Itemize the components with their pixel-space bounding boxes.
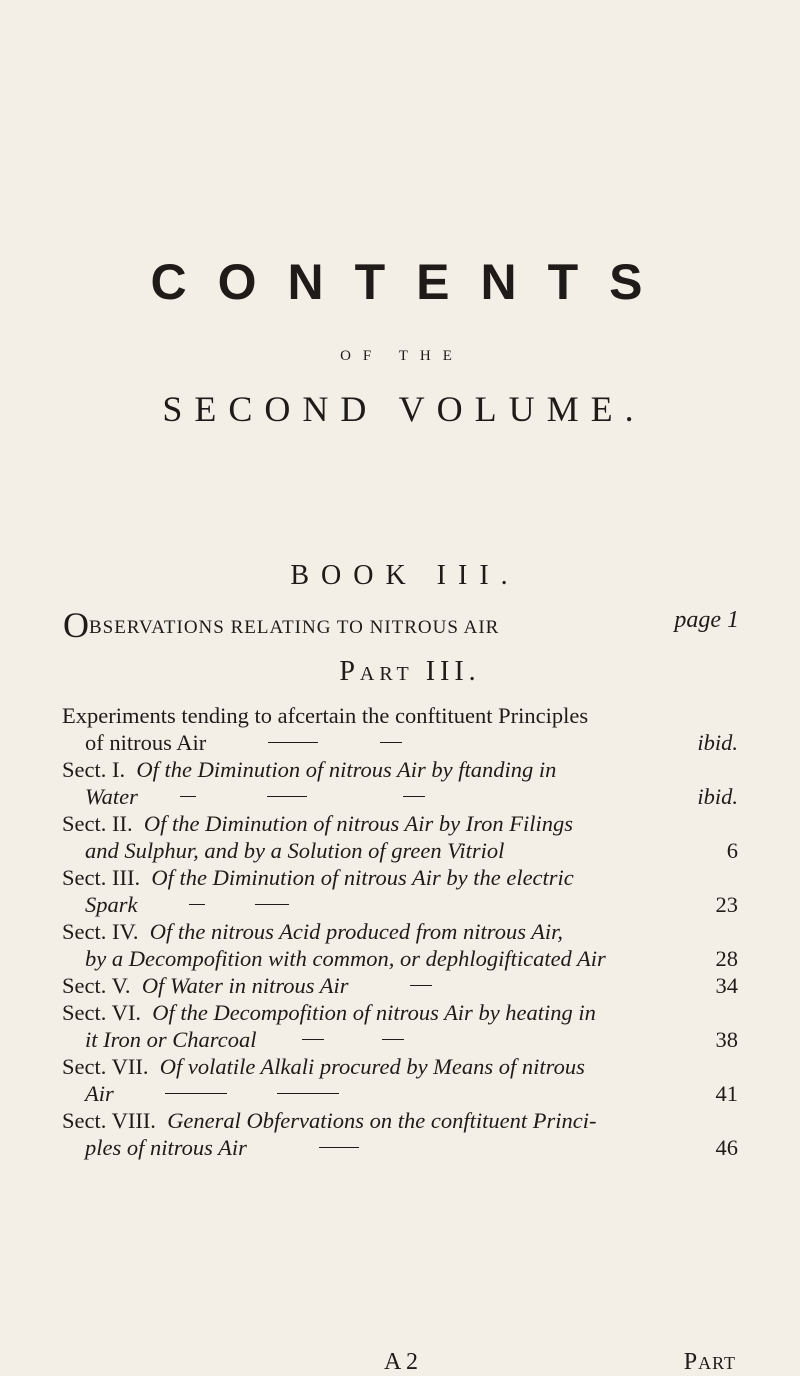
volume-title: SECOND VOLUME. (162, 389, 646, 429)
toc-line (62, 891, 738, 918)
entry-label: Sect. VIII. (62, 1108, 156, 1133)
catchword (684, 1349, 736, 1376)
toc-line (62, 918, 738, 945)
leader-dash (268, 742, 318, 744)
entry-page: 23 (715, 892, 738, 917)
toc-line (62, 1080, 738, 1107)
observations-heading (63, 607, 739, 643)
toc-entry-sect-5 (62, 972, 738, 999)
toc-entry-sect-1 (62, 756, 738, 810)
entry-title: Of the Diminution of nitrous Air by ftanding in (136, 757, 557, 782)
entry-title: and Sulphur, and by a Solution of green Vitriol (85, 838, 505, 863)
entry-title: Of Water in nitrous Air (141, 973, 349, 998)
entry-label: Sect. VII. (62, 1054, 149, 1079)
toc-line (62, 864, 738, 891)
observations-initial: O (63, 605, 89, 645)
toc-entry-sect-6 (62, 999, 738, 1053)
toc-entry-intro (62, 702, 738, 756)
leader-dash (410, 985, 432, 987)
observations-page-ref: page 1 (674, 607, 739, 633)
observations-text: BSERVATIONS RELATING TO NITROUS AIR (89, 617, 500, 638)
part-heading (0, 656, 800, 688)
entry-title: Of the Diminution of nitrous Air by Iron Filings (143, 811, 574, 836)
entry-title: it Iron or Charcoal (85, 1027, 257, 1052)
toc-line (62, 945, 738, 972)
leader-dash (277, 1093, 339, 1095)
leader-dash (267, 796, 307, 798)
toc-line (62, 837, 738, 864)
leader-dash (165, 1093, 227, 1095)
signature-mark: A 2 (384, 1349, 419, 1375)
entry-text: of nitrous Air (85, 730, 207, 755)
entry-title: Spark (85, 892, 138, 917)
entry-title: ples of nitrous Air (85, 1135, 247, 1160)
catchword-rest: ART (698, 1353, 736, 1373)
entry-label: Sect. VI. (62, 1000, 141, 1025)
entry-title: Water (85, 784, 138, 809)
leader-dash (255, 904, 289, 906)
leader-dash (302, 1039, 324, 1041)
leader-dash (189, 904, 205, 906)
entry-page: 38 (715, 1027, 738, 1052)
entry-title: Of the Diminution of nitrous Air by the electric (151, 865, 574, 890)
toc-line (62, 702, 738, 729)
toc-entry-sect-2 (62, 810, 738, 864)
leader-dash (403, 796, 425, 798)
entry-title: by a Decompofition with common, or dephlogifticated Air (85, 946, 606, 971)
toc-line (62, 999, 738, 1026)
toc-line (62, 783, 738, 810)
entry-page: ibid. (697, 730, 738, 755)
leader-dash (382, 1039, 404, 1041)
toc-entry-sect-4 (62, 918, 738, 972)
toc-entry-sect-3 (62, 864, 738, 918)
catchword-initial: P (683, 1349, 699, 1375)
entry-title: Of volatile Alkali procured by Means of nitrous (159, 1054, 585, 1079)
of-the-subtitle: OF THE (340, 348, 464, 364)
toc-entry-sect-8 (62, 1107, 738, 1161)
entry-label: Sect. IV. (62, 919, 139, 944)
entry-page: 41 (715, 1081, 738, 1106)
part-initial: P (339, 656, 360, 687)
entry-title: Air (85, 1081, 114, 1106)
leader-dash (180, 796, 196, 798)
entry-label: Sect. III. (62, 865, 141, 890)
toc-line (62, 1053, 738, 1080)
entry-page: 46 (715, 1135, 738, 1160)
leader-dash (380, 742, 402, 744)
entry-label: Sect. I. (62, 757, 126, 782)
entry-page: 28 (715, 946, 738, 971)
entry-title: Of the Decompofition of nitrous Air by heating in (152, 1000, 596, 1025)
part-word: ART (359, 663, 414, 685)
entry-label: Sect. II. (62, 811, 133, 836)
toc-line (62, 1134, 738, 1161)
entry-page: ibid. (697, 784, 738, 809)
entry-text: Experiments tending to afcertain the conftituent Principles (62, 703, 589, 728)
toc-line (62, 972, 738, 999)
toc-line (62, 1107, 738, 1134)
entry-title: General Obfervations on the conftituent Princi- (167, 1108, 597, 1133)
part-numeral: III. (425, 656, 481, 687)
toc-entry-sect-7 (62, 1053, 738, 1107)
entry-label: Sect. V. (62, 973, 131, 998)
entry-title: Of the nitrous Acid produced from nitrous Air, (149, 919, 564, 944)
toc-line (62, 1026, 738, 1053)
toc-line (62, 729, 738, 756)
entry-page: 6 (726, 838, 738, 863)
book-heading: BOOK III. (290, 560, 520, 591)
leader-dash (319, 1147, 359, 1149)
contents-title: CONTENTS (150, 254, 674, 310)
table-of-contents (62, 702, 738, 1161)
entry-page: 34 (715, 973, 738, 998)
toc-line (62, 756, 738, 783)
toc-line (62, 810, 738, 837)
